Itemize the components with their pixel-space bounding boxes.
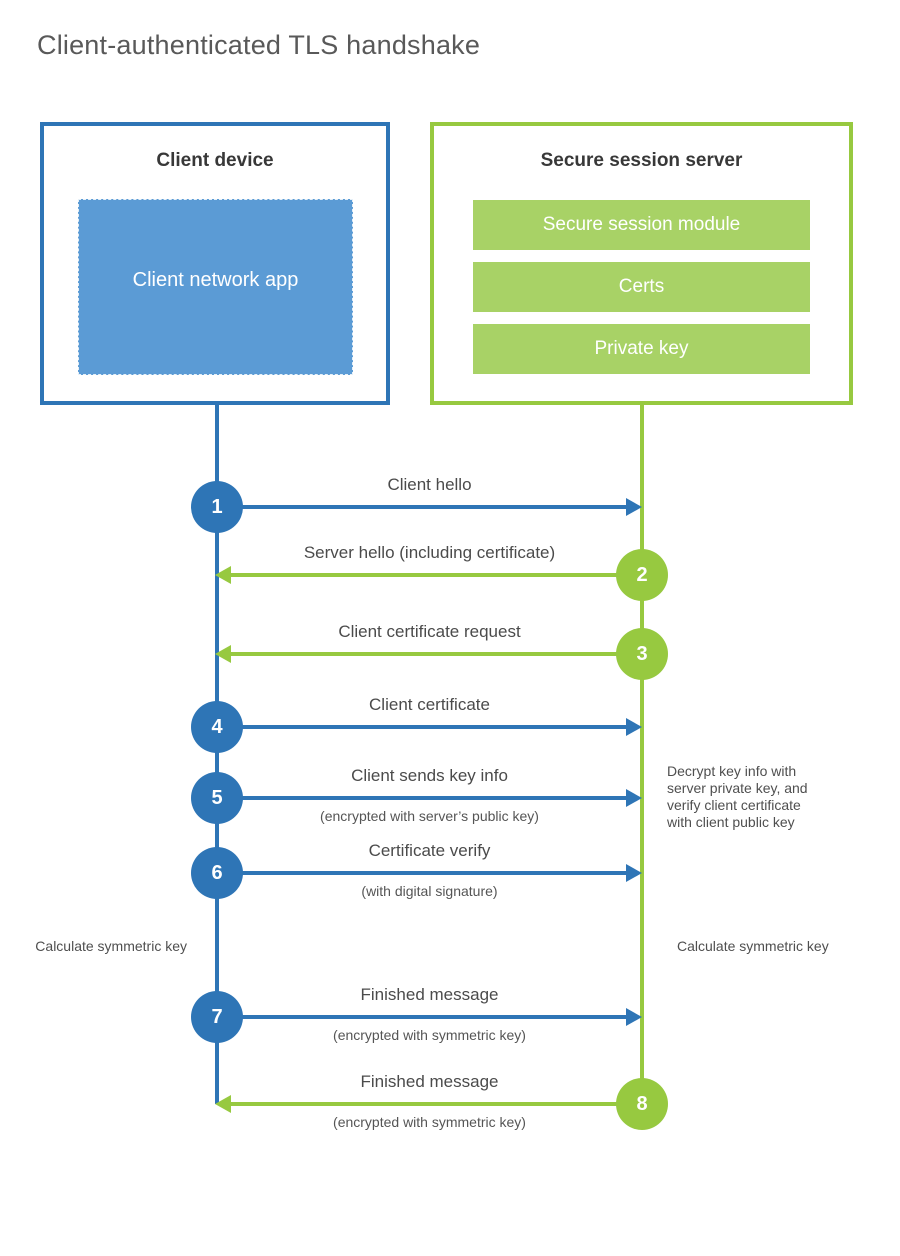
- calc-symmetric-key-left: Calculate symmetric key: [35, 938, 187, 954]
- server-module-secure-session: Secure session module: [473, 200, 810, 250]
- client-network-app-box: [78, 199, 353, 375]
- server-title: Secure session server: [540, 150, 743, 171]
- arrow-right-icon: [626, 718, 642, 736]
- message-line: [217, 796, 628, 800]
- message-sublabel: (encrypted with symmetric key): [333, 1114, 526, 1130]
- client-device-box: [40, 122, 390, 405]
- server-module-certs: Certs: [473, 262, 810, 312]
- message-label: Finished message: [360, 1072, 499, 1091]
- calc-symmetric-key-right: Calculate symmetric key: [677, 938, 829, 954]
- message-sublabel: (encrypted with symmetric key): [333, 1027, 526, 1043]
- step-circle-4: [191, 701, 243, 753]
- step-number: 3: [636, 642, 648, 665]
- message-line: [231, 1102, 642, 1106]
- step-circle-2: [616, 549, 668, 601]
- step-number: 5: [211, 786, 223, 809]
- step-circle-5: [191, 772, 243, 824]
- message-line: [217, 505, 628, 509]
- message-line: [217, 1015, 628, 1019]
- step-circle-6: [191, 847, 243, 899]
- step-circle-1: [191, 481, 243, 533]
- step-number: 8: [636, 1092, 648, 1115]
- server-module-private-key: Private key: [473, 324, 810, 374]
- message-label: Client hello: [387, 475, 472, 494]
- page-title: Client-authenticated TLS handshake: [37, 30, 481, 60]
- message-line: [231, 573, 642, 577]
- step-circle-7: [191, 991, 243, 1043]
- message-label: Client certificate request: [338, 622, 521, 641]
- step-number: 2: [636, 563, 648, 586]
- message-label: Certificate verify: [368, 841, 491, 860]
- arrow-right-icon: [626, 1008, 642, 1026]
- message-label: Finished message: [360, 985, 499, 1004]
- arrow-left-icon: [215, 1095, 231, 1113]
- message-sublabel: (encrypted with server’s public key): [320, 808, 539, 824]
- arrow-left-icon: [215, 645, 231, 663]
- step-number: 4: [211, 715, 223, 738]
- step-circle-8: [616, 1078, 668, 1130]
- client-network-app-label: Client network app: [132, 269, 299, 291]
- step-circle-3: [616, 628, 668, 680]
- step-number: 6: [211, 861, 223, 884]
- client-device-title: Client device: [156, 150, 274, 171]
- decrypt-note: Decrypt key info with server private key, and verify client certificate with client public key: [667, 763, 808, 830]
- arrow-right-icon: [626, 864, 642, 882]
- message-label: Client sends key info: [351, 766, 508, 785]
- message-line: [231, 652, 642, 656]
- arrow-right-icon: [626, 789, 642, 807]
- message-sublabel: (with digital signature): [361, 883, 498, 899]
- server-box: [430, 122, 853, 405]
- arrow-right-icon: [626, 498, 642, 516]
- message-line: [217, 725, 628, 729]
- message-line: [217, 871, 628, 875]
- message-label: Server hello (including certificate): [303, 543, 556, 562]
- arrow-left-icon: [215, 566, 231, 584]
- step-number: 1: [211, 495, 223, 518]
- message-label: Client certificate: [369, 695, 490, 714]
- step-number: 7: [211, 1005, 223, 1028]
